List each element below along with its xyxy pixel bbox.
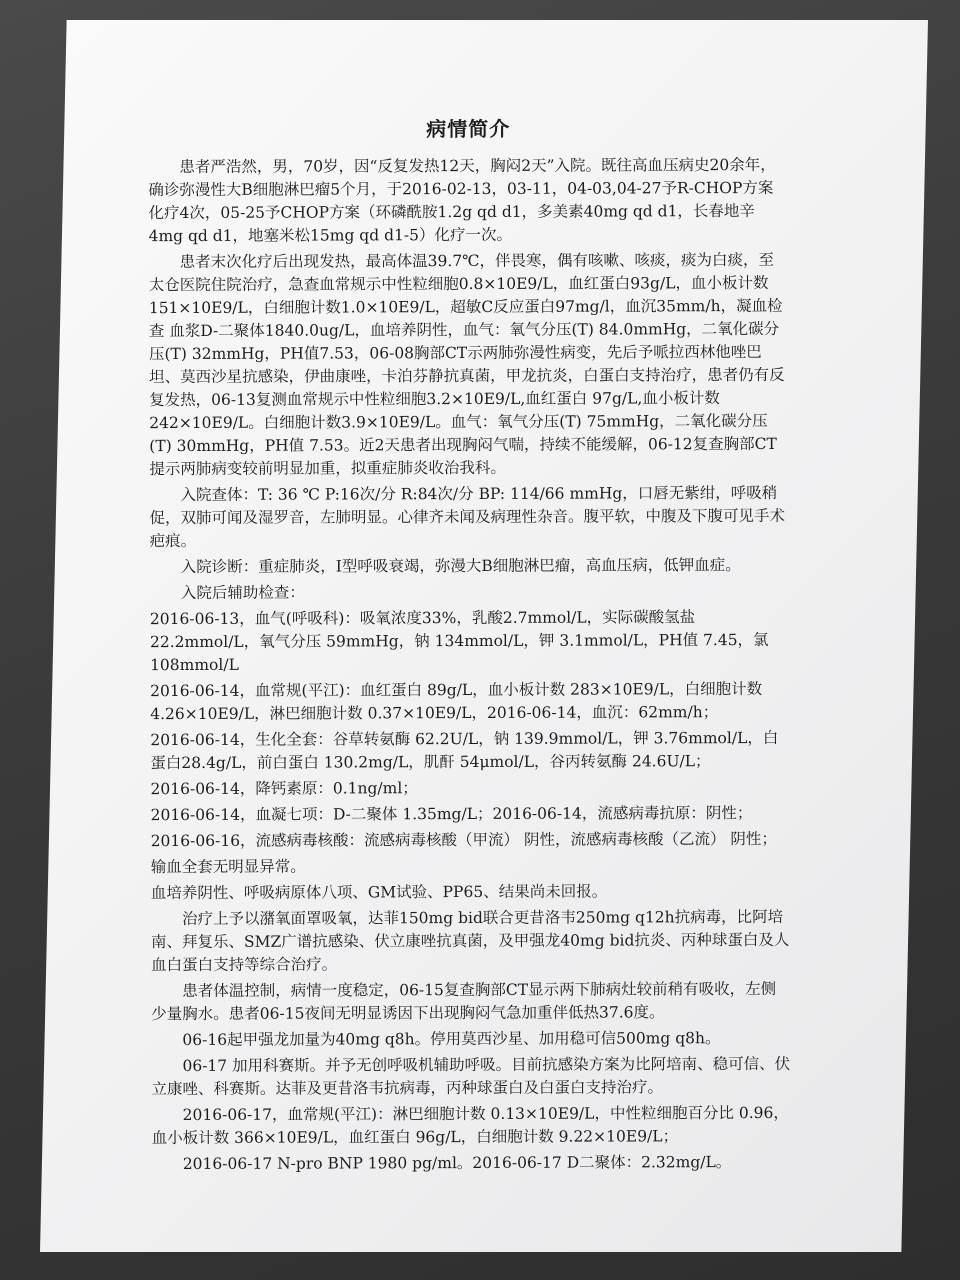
- diagnosis-paragraph: 入院诊断：重症肺炎，Ⅰ型呼吸衰竭，弥漫大B细胞淋巴瘤，高血压病，低钾血症。: [180, 556, 741, 577]
- lab-line: 输血全套无明显异常。: [150, 857, 306, 877]
- lab-line: 2016-06-14，血常规(平江)：血红蛋白 89g/L，血小板计数 283×10E9/L，白细胞计数 4.26×10E9/L，淋巴细胞计数 0.37×10E9/L，2016-06-14，血沉：62mm/h；: [150, 679, 763, 724]
- lab-line: 2016-06-14，降钙素原：0.1ng/ml；: [150, 779, 418, 799]
- treatment-paragraph: 患者体温控制，病情一度稳定，06-15复查胸部CT显示两下肺病灶较前稍有吸收，左侧少量胸水。患者06-15夜间无明显诱因下出现胸闷气急加重伴低热37.6度。: [151, 979, 777, 1024]
- treatment-paragraph: 2016-06-17，血常规(平江)：淋巴细胞计数 0.13×10E9/L，中性粒细胞百分比 0.96，血小板计数 366×10E9/L，血红蛋白 96g/L，白细胞计数 9.22×10E9/L；: [151, 1103, 789, 1148]
- lab-line: 2016-06-14，血凝七项：D-二聚体 1.35mg/L；2016-06-14，流感病毒抗原：阴性；: [150, 804, 753, 825]
- lab-line: 2016-06-13，血气(呼吸科)：吸氧浓度33%，乳酸2.7mmol/L，实际碳酸氢盐 22.2mmol/L，氧气分压 59mmHg，钠 134mmol/L，钾 3.1mmol/L，PH值 7.45，氯 108mmol/L: [149, 608, 769, 675]
- course-paragraph: 患者末次化疗后出现发热，最高体温39.7℃，伴畏寒，偶有咳嗽、咳痰，痰为白痰，至太仓医院住院治疗，急查血常规示中性粒细胞0.8×10E9/L，血红蛋白93g/L，血小板计数151×10E9/L，白细胞计数1.0×10E9/L，超敏C反应蛋白97mg/l，血沉35mm/h，凝血检查 血浆D-二聚体1840.0ug/L，血培养阴性，血气：氧气分压(T) 84.0mmHg，二氧化碳分压(T) 32mmHg，PH值7.53，06-08胸部CT示两肺弥漫性病变，先后予哌拉西林他唑巴坦、莫西沙星抗感染，伊曲康唑，卡泊芬静抗真菌，甲龙抗炎，白蛋白支持治疗，患者仍有反复发热，06-13复测血常规示中性粒细胞3.2×10E9/L,血红蛋白 97g/L,血小板计数 242×10E9/L。白细胞计数3.9×10E9/L。血气：氧气分压(T) 75mmHg，二氧化碳分压(T) 30mmHg，PH值 7.53。近2天患者出现胸闷气喘，持续不能缓解，06-12复查胸部CT提示两肺病变较前明显加重，拟重症肺炎收治我科。: [148, 250, 785, 479]
- treatment-paragraph: 2016-06-17 N-pro BNP 1980 pg/ml。2016-06-17 D二聚体：2.32mg/L。: [182, 1153, 732, 1174]
- auxiliary-heading: 入院后辅助检查：: [180, 583, 305, 603]
- lab-line: 2016-06-16，流感病毒核酸：流感病毒核酸（甲流） 阴性，流感病毒核酸（乙流） 阴性；: [150, 829, 777, 851]
- lab-line: 血培养阴性、呼吸病原体八项、GM试验、PP65、结果尚未回报。: [150, 882, 608, 903]
- lab-line: 2016-06-14，生化全套：谷草转氨酶 62.2U/L，钠 139.9mmol/L，钾 3.76mmol/L，白蛋白28.4g/L，前白蛋白 130.2mg/L，肌酐 54μmol/L，谷丙转氨酶 24.6U/L；: [150, 728, 779, 773]
- treatment-paragraph: 06-16起甲强龙加量为40mg q8h。停用莫西沙星、加用稳可信500mg q8h。: [182, 1029, 721, 1050]
- document-body: [148, 117, 792, 1179]
- treatment-paragraph: 06-17 加用科赛斯。并予无创呼吸机辅助呼吸。目前抗感染方案为比阿培南、稳可信、伏立康唑、科赛斯。达菲及更昔洛韦抗病毒，丙种球蛋白及白蛋白支持治疗。: [151, 1054, 791, 1099]
- treatment-paragraph: 治疗上予以潴氧面罩吸氧，达菲150mg bid联合更昔洛韦250mg q12h抗病毒，比阿培南、拜复乐、SMZ广谱抗感染、伏立康唑抗真菌，及甲强龙40mg bid抗炎、丙种球蛋白及人血白蛋白支持等综合治疗。: [150, 907, 790, 975]
- history-paragraph: 患者严浩然，男，70岁，因“反复发热12天，胸闷2天”入院。既往高血压病史20余年，确诊弥漫性大B细胞淋巴瘤5个月，于2016-02-13，03-11，04-03,04-27予R-CHOP方案化疗4次，05-25予CHOP方案（环磷酰胺1.2g qd d1，多美素40mg qd d1，长春地辛4mg qd d1，地塞米松15mg qd d1-5）化疗一次。: [148, 155, 776, 246]
- exam-paragraph: 入院查体：T: 36 ℃ P:16次/分 R:84次/分 BP: 114/66 mmHg，口唇无紫绀，呼吸稍促，双肺可闻及湿罗音，左肺明显。心律齐未闻及病理性杂音。腹平软，中腹及下腹可见手术疤痕。: [149, 483, 786, 551]
- document-title: 病情简介: [426, 116, 511, 142]
